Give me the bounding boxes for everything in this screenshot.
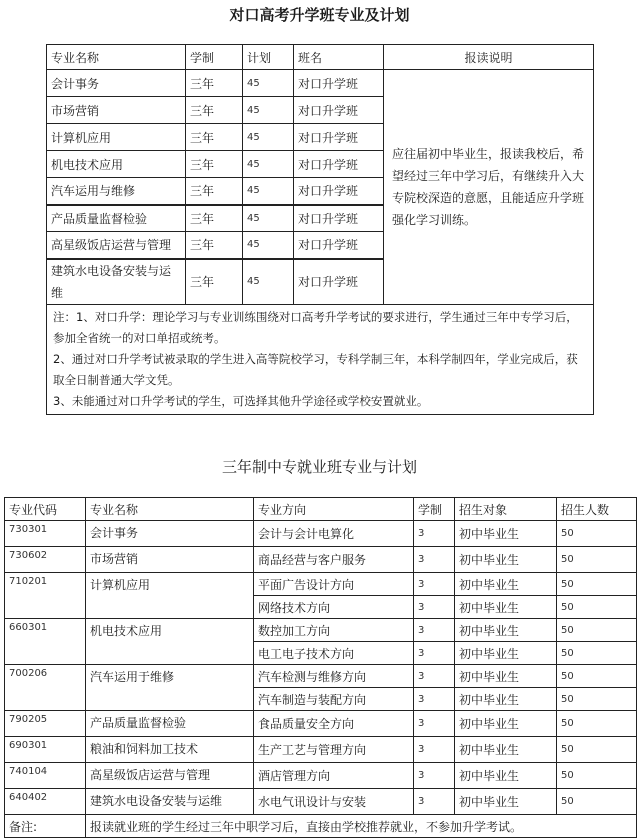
major-name: 计算机应用 (86, 573, 254, 619)
count-cell: 50 (557, 619, 637, 642)
table1-cell: 对口升学班 (294, 151, 384, 178)
target-cell: 初中毕业生 (455, 642, 557, 665)
major-direction: 平面广告设计方向 (254, 573, 414, 596)
table2-row (5, 737, 637, 763)
table1-cell: 对口升学班 (294, 205, 384, 232)
table2-header-cell: 学制 (414, 498, 455, 521)
table2-header-cell: 专业名称 (86, 498, 254, 521)
duration-cell: 3 (414, 789, 455, 815)
table1-cell: 对口升学班 (294, 70, 384, 97)
enrollment-description: 应往届初中毕业生，报读我校后，希望经过三年中学习后，有继续升入大专院校深造的意愿，且能适应升学班强化学习训练。 (384, 70, 594, 305)
table1-cell: 产品质量监督检验 (47, 205, 186, 232)
note-label: 备注: (5, 815, 86, 838)
table2-row (5, 789, 637, 815)
target-cell: 初中毕业生 (455, 521, 557, 547)
table1-cell: 45 (243, 124, 294, 151)
table1-cell: 机电技术应用 (47, 151, 186, 178)
table1-cell: 三年 (186, 259, 243, 305)
count-cell: 50 (557, 642, 637, 665)
duration-cell: 3 (414, 547, 455, 573)
major-name: 会计事务 (86, 521, 254, 547)
major-name: 市场营销 (86, 547, 254, 573)
count-cell: 50 (557, 763, 637, 789)
table1-cell: 高星级饭店运营与管理 (47, 232, 186, 259)
table2-header-row (5, 498, 637, 521)
major-name: 机电技术应用 (86, 619, 254, 665)
major-name: 汽车运用于维修 (86, 665, 254, 711)
table2-row (5, 547, 637, 573)
table1-cell: 45 (243, 232, 294, 259)
table1-cell: 三年 (186, 205, 243, 232)
major-direction: 生产工艺与管理方向 (254, 737, 414, 763)
table2-title: 三年制中专就业班专业与计划 (221, 458, 417, 476)
major-code: 730301 (5, 521, 86, 547)
table1-notes (47, 304, 594, 414)
table2-header-cell: 招生人数 (557, 498, 637, 521)
major-direction: 商品经营与客户服务 (254, 547, 414, 573)
major-direction: 网络技术方向 (254, 596, 414, 619)
table1-cell: 会计事务 (47, 70, 186, 97)
major-direction: 会计与会计电算化 (254, 521, 414, 547)
table1-cell: 对口升学班 (294, 232, 384, 259)
major-direction: 食品质量安全方向 (254, 711, 414, 737)
table1-row (47, 70, 594, 97)
note-item: 3、未能通过对口升学考试的学生，可选择其他升学途径或学校安置就业。 (53, 393, 429, 408)
count-cell: 50 (557, 688, 637, 711)
target-cell: 初中毕业生 (455, 763, 557, 789)
target-cell: 初中毕业生 (455, 547, 557, 573)
table1-cell: 45 (243, 151, 294, 178)
duration-cell: 3 (414, 688, 455, 711)
note-item: 注：1、对口升学：理论学习与专业训练围绕对口高考升学考试的要求进行，学生通过三年中专学习后，参加全省统一的对口单招或统考。 (53, 309, 578, 345)
major-code: 640402 (5, 789, 86, 815)
major-code: 700206 (5, 665, 86, 711)
target-cell: 初中毕业生 (455, 711, 557, 737)
table2-row (5, 521, 637, 547)
duration-cell: 3 (414, 573, 455, 596)
table1-cell: 45 (243, 178, 294, 205)
major-name: 建筑水电设备安装与运维 (86, 789, 254, 815)
table2-note-row (5, 815, 637, 838)
note-item: 2、通过对口升学考试被录取的学生进入高等院校学习，专科学制三年，本科学制四年，学业完成后，获取全日制普通大学文凭。 (53, 351, 578, 387)
count-cell: 50 (557, 521, 637, 547)
table1-header-row (47, 45, 594, 70)
table1-cell: 三年 (186, 178, 243, 205)
target-cell: 初中毕业生 (455, 737, 557, 763)
table1-cell: 三年 (186, 97, 243, 124)
table2-row (5, 619, 637, 642)
table1-header-cell: 班名 (294, 45, 384, 70)
target-cell: 初中毕业生 (455, 688, 557, 711)
count-cell: 50 (557, 547, 637, 573)
table1-header-cell: 学制 (186, 45, 243, 70)
table1-header-cell: 计划 (243, 45, 294, 70)
count-cell: 50 (557, 596, 637, 619)
major-code: 660301 (5, 619, 86, 665)
major-direction: 酒店管理方向 (254, 763, 414, 789)
table1-cell: 市场营销 (47, 97, 186, 124)
table1-cell: 对口升学班 (294, 259, 384, 305)
major-name: 高星级饭店运营与管理 (86, 763, 254, 789)
table1-header-cell: 报读说明 (384, 45, 594, 70)
table1-cell: 对口升学班 (294, 97, 384, 124)
table2-row (5, 763, 637, 789)
major-direction: 水电气讯设计与安装 (254, 789, 414, 815)
table1-notes-row (47, 304, 594, 414)
table2-header-cell: 专业方向 (254, 498, 414, 521)
target-cell: 初中毕业生 (455, 789, 557, 815)
duration-cell: 3 (414, 737, 455, 763)
duration-cell: 3 (414, 596, 455, 619)
table1-cell: 对口升学班 (294, 124, 384, 151)
table2-header-cell: 招生对象 (455, 498, 557, 521)
count-cell: 50 (557, 711, 637, 737)
major-direction: 汽车检测与维修方向 (254, 665, 414, 688)
table1-cell: 计算机应用 (47, 124, 186, 151)
table1-cell: 汽车运用与维修 (47, 178, 186, 205)
major-direction: 电工电子技术方向 (254, 642, 414, 665)
major-code: 710201 (5, 573, 86, 619)
table2-row (5, 665, 637, 688)
table1-cell: 三年 (186, 70, 243, 97)
target-cell: 初中毕业生 (455, 665, 557, 688)
table2-header-cell: 专业代码 (5, 498, 86, 521)
duration-cell: 3 (414, 665, 455, 688)
count-cell: 50 (557, 665, 637, 688)
major-code: 790205 (5, 711, 86, 737)
note-text: 报读就业班的学生经过三年中职学习后，直接由学校推荐就业，不参加升学考试。 (86, 815, 637, 838)
target-cell: 初中毕业生 (455, 573, 557, 596)
table1-cell: 45 (243, 205, 294, 232)
major-direction: 数控加工方向 (254, 619, 414, 642)
table2-row (5, 573, 637, 596)
table1-cell: 45 (243, 97, 294, 124)
major-name: 粮油和饲料加工技术 (86, 737, 254, 763)
target-cell: 初中毕业生 (455, 596, 557, 619)
target-cell: 初中毕业生 (455, 619, 557, 642)
duration-cell: 3 (414, 763, 455, 789)
count-cell: 50 (557, 573, 637, 596)
table1-cell: 三年 (186, 232, 243, 259)
duration-cell: 3 (414, 521, 455, 547)
table1-cell: 建筑水电设备安装与运维 (47, 259, 186, 305)
table1-title: 对口高考升学班专业及计划 (229, 6, 410, 24)
table1-cell: 三年 (186, 124, 243, 151)
duration-cell: 3 (414, 642, 455, 665)
duration-cell: 3 (414, 711, 455, 737)
table2-row (5, 711, 637, 737)
table1-cell: 对口升学班 (294, 178, 384, 205)
employment-class-table (4, 497, 637, 838)
major-code: 730602 (5, 547, 86, 573)
major-direction: 汽车制造与装配方向 (254, 688, 414, 711)
table1-cell: 45 (243, 70, 294, 97)
count-cell: 50 (557, 789, 637, 815)
major-code: 740104 (5, 763, 86, 789)
major-name: 产品质量监督检验 (86, 711, 254, 737)
table1-cell: 三年 (186, 151, 243, 178)
count-cell: 50 (557, 737, 637, 763)
duration-cell: 3 (414, 619, 455, 642)
table1-cell: 45 (243, 259, 294, 305)
major-code: 690301 (5, 737, 86, 763)
table1-header-cell: 专业名称 (47, 45, 186, 70)
upgrade-class-table (46, 44, 594, 415)
